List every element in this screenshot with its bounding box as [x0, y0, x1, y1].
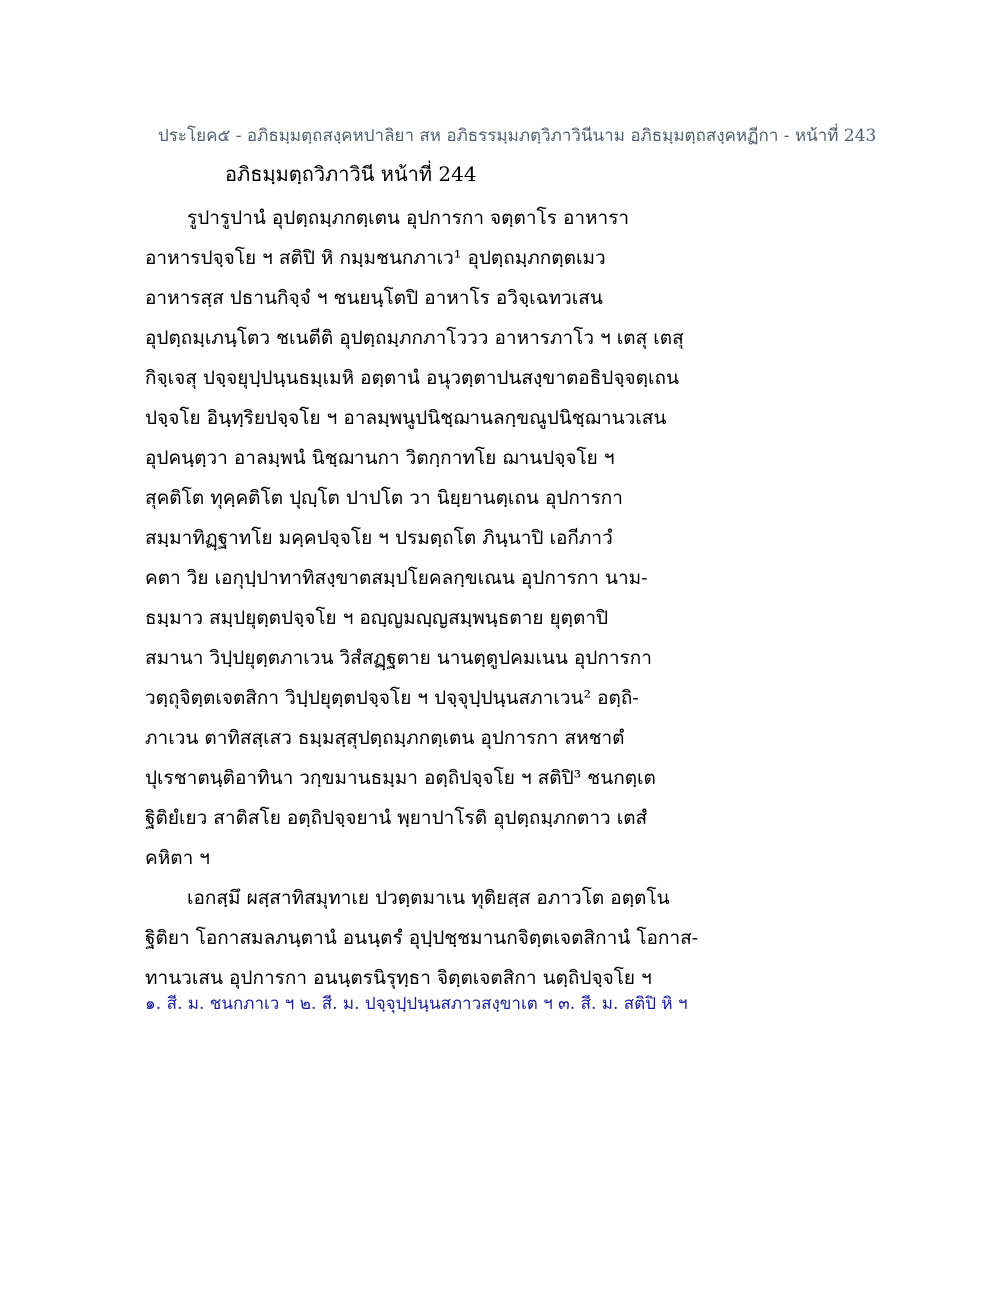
- text-line: ทานวเสน อุปการกา อนนฺตรนิรุทฺธา จิตฺตเจตสิกา นตฺถิปจฺจโย ฯ: [145, 967, 652, 989]
- text-line: สุคติโต ทุคฺคติโต ปุญฺโต ปาปโต วา นิยฺยานตฺเถน อุปการกา: [145, 487, 623, 509]
- footnotes: ๑. สี. ม. ชนกภาเว ฯ ๒. สี. ม. ปจฺจุปฺปนฺนสภาวสงฺขาเต ฯ ๓. สี. ม. สติปิ หิ ฯ: [145, 994, 688, 1014]
- text-line: คหิตา ฯ: [145, 847, 210, 869]
- text-line: ธมฺมาว สมฺปยุตฺตปจฺจโย ฯ อญฺญมญฺญสมฺพนฺธตาย ยุตฺตาปิ: [145, 607, 609, 629]
- text-line: ฐิติยา โอกาสมลภนฺตานํ อนนฺตรํ อุปฺปชฺชมานกจิตฺตเจตสิกานํ โอกาส-: [145, 927, 699, 949]
- text-line: กิจฺเจสุ ปจฺจยุปฺปนฺนธมฺเมหิ อตฺตานํ อนุวตฺตาปนสงฺขาตอธิปจฺจตฺเถน: [145, 367, 679, 389]
- text-line: ภาเวน ตาทิสสฺเสว ธมฺมสฺสุปตฺถมฺภกตฺเตน อุปการกา สหชาตํ: [145, 727, 625, 749]
- text-line: วตฺถุจิตฺตเจตสิกา วิปฺปยุตฺตปจฺจโย ฯ ปจฺจุปฺปนฺนสภาเวน² อตฺถิ-: [145, 687, 639, 709]
- running-header: ประโยค๕ - อภิธมฺมตฺถสงฺคหปาลิยา สห อภิธรรมฺมภตฺวิภาวินีนาม อภิธมฺมตฺถสงฺคหฏีกา - หน้าที่ 243: [158, 126, 877, 146]
- text-line: สมฺมาทิฏฺฐาทโย มคฺคปจฺจโย ฯ ปรมตฺถโต ภินฺนาปิ เอกีภาวํ: [145, 527, 613, 549]
- text-line: ปุเรชาตนฺติอาทินา วกฺขมานธมฺมา อตฺถิปจฺจโย ฯ สติปิ³ ชนกตฺเต: [145, 767, 656, 789]
- body-text: [145, 198, 705, 998]
- text-line: รูปารูปานํ อุปตฺถมฺภกตฺเตน อุปการกา จตฺตาโร อาหารา: [187, 207, 630, 229]
- text-line: อุปคนฺตฺวา อาลมฺพนํ นิชฺฌานกา วิตกฺกาทโย ฌานปจฺจโย ฯ: [145, 447, 615, 469]
- text-line: อาหารสฺส ปธานกิจฺจํ ฯ ชนยนฺโตปิ อาหาโร อวิจฺเฉทวเสน: [145, 287, 603, 309]
- paragraph-1: [145, 198, 705, 878]
- text-line: เอกสฺมึ ผสฺสาทิสมุทาเย ปวตฺตมาเน ทุติยสฺส อภาวโต อตฺตโน: [187, 887, 670, 909]
- text-line: สมานา วิปฺปยุตฺตภาเวน วิสํสฏฺฐตาย นานตฺตูปคมเนน อุปการกา: [145, 647, 652, 669]
- text-line: ฐิติยํเยว สาติสโย อตฺถิปจฺจยานํ พฺยาปาโรติ อุปตฺถมฺภกตาว เตสํ: [145, 807, 648, 829]
- page-heading: อภิธมฺมตฺถวิภาวินี หน้าที่ 244: [225, 162, 477, 186]
- paragraph-2: [145, 878, 705, 998]
- text-line: ปจฺจโย อินฺทฺริยปจฺจโย ฯ อาลมฺพนูปนิชฺฌานลกฺขณูปนิชฺฌานวเสน: [145, 407, 667, 429]
- text-line: คตา วิย เอกุปฺปาทาทิสงฺขาตสมฺปโยคลกฺขเณน อุปการกา นาม-: [145, 567, 648, 589]
- text-line: อาหารปจฺจโย ฯ สติปิ หิ กมฺมชนกภาเว¹ อุปตฺถมฺภกตฺตเมว: [145, 247, 606, 269]
- text-line: อุปตฺถมฺเภนฺโตว ชเนตีติ อุปตฺถมฺภกภาโววว อาหารภาโว ฯ เตสุ เตสุ: [145, 327, 684, 349]
